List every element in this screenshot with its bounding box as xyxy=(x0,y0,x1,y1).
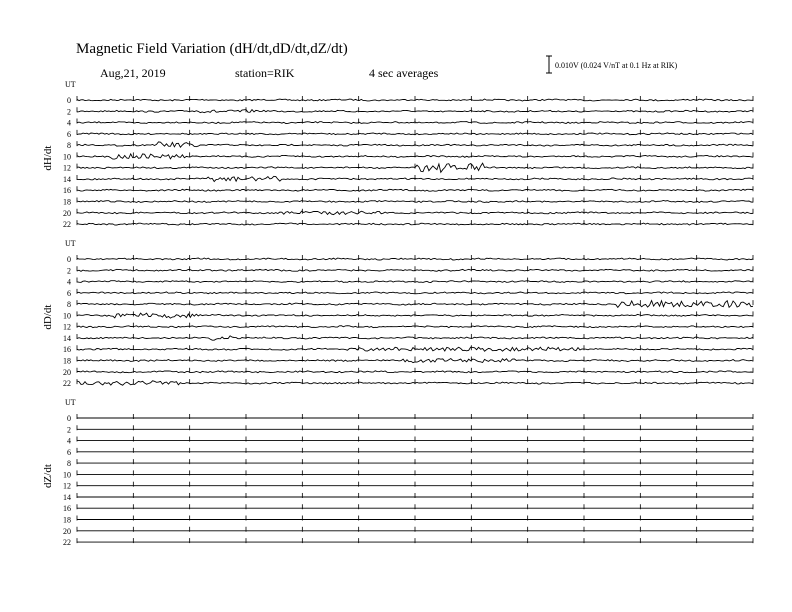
row-label: 12 xyxy=(63,481,71,491)
row-label: 10 xyxy=(63,152,71,162)
row-label: 20 xyxy=(63,526,71,536)
panel-1 xyxy=(42,239,753,388)
row-label: 22 xyxy=(63,538,71,548)
row-label: 2 xyxy=(67,266,71,276)
panel-axis-label: dZ/dt xyxy=(42,464,54,488)
row-label: 18 xyxy=(63,356,71,366)
row-label: 14 xyxy=(63,333,71,343)
panel-2 xyxy=(42,398,753,547)
row-label: 4 xyxy=(67,118,71,128)
row-label: 6 xyxy=(67,447,71,457)
row-label: 2 xyxy=(67,107,71,117)
row-label: 4 xyxy=(67,277,71,287)
scale-bar xyxy=(546,56,552,73)
station-label: station=RIK xyxy=(235,66,295,80)
row-label: 14 xyxy=(63,174,71,184)
row-label: 16 xyxy=(63,345,71,355)
row-label: 0 xyxy=(67,96,71,105)
row-label: 6 xyxy=(67,288,71,298)
row-label: 8 xyxy=(67,141,71,151)
date-label: Aug,21, 2019 xyxy=(100,66,166,80)
row-label: 6 xyxy=(67,129,71,139)
row-label: 0 xyxy=(67,414,71,423)
row-label: 2 xyxy=(67,425,71,435)
row-label: 20 xyxy=(63,208,71,218)
row-label: 22 xyxy=(63,379,71,389)
row-label: 18 xyxy=(63,515,71,525)
ut-label: UT xyxy=(65,398,76,407)
ut-label: UT xyxy=(65,80,76,89)
panel-0 xyxy=(42,80,753,229)
panel-axis-label: dD/dt xyxy=(42,304,54,330)
row-label: 4 xyxy=(67,436,71,446)
ut-label: UT xyxy=(65,239,76,248)
averaging-label: 4 sec averages xyxy=(369,66,439,80)
row-label: 20 xyxy=(63,367,71,377)
row-label: 16 xyxy=(63,186,71,196)
chart-title: Magnetic Field Variation (dH/dt,dD/dt,dZ/dt) xyxy=(76,41,348,57)
row-label: 12 xyxy=(63,322,71,332)
panel-axis-label: dH/dt xyxy=(42,145,54,171)
row-label: 22 xyxy=(63,220,71,230)
row-label: 16 xyxy=(63,504,71,514)
scale-label: 0.010V (0.024 V/nT at 0.1 Hz at RIK) xyxy=(555,61,678,70)
row-label: 10 xyxy=(63,311,71,321)
row-label: 14 xyxy=(63,492,71,502)
row-label: 8 xyxy=(67,300,71,310)
row-label: 18 xyxy=(63,197,71,207)
panels-group xyxy=(42,80,753,547)
row-label: 10 xyxy=(63,470,71,480)
row-label: 0 xyxy=(67,255,71,264)
row-label: 8 xyxy=(67,459,71,469)
row-label: 12 xyxy=(63,163,71,173)
